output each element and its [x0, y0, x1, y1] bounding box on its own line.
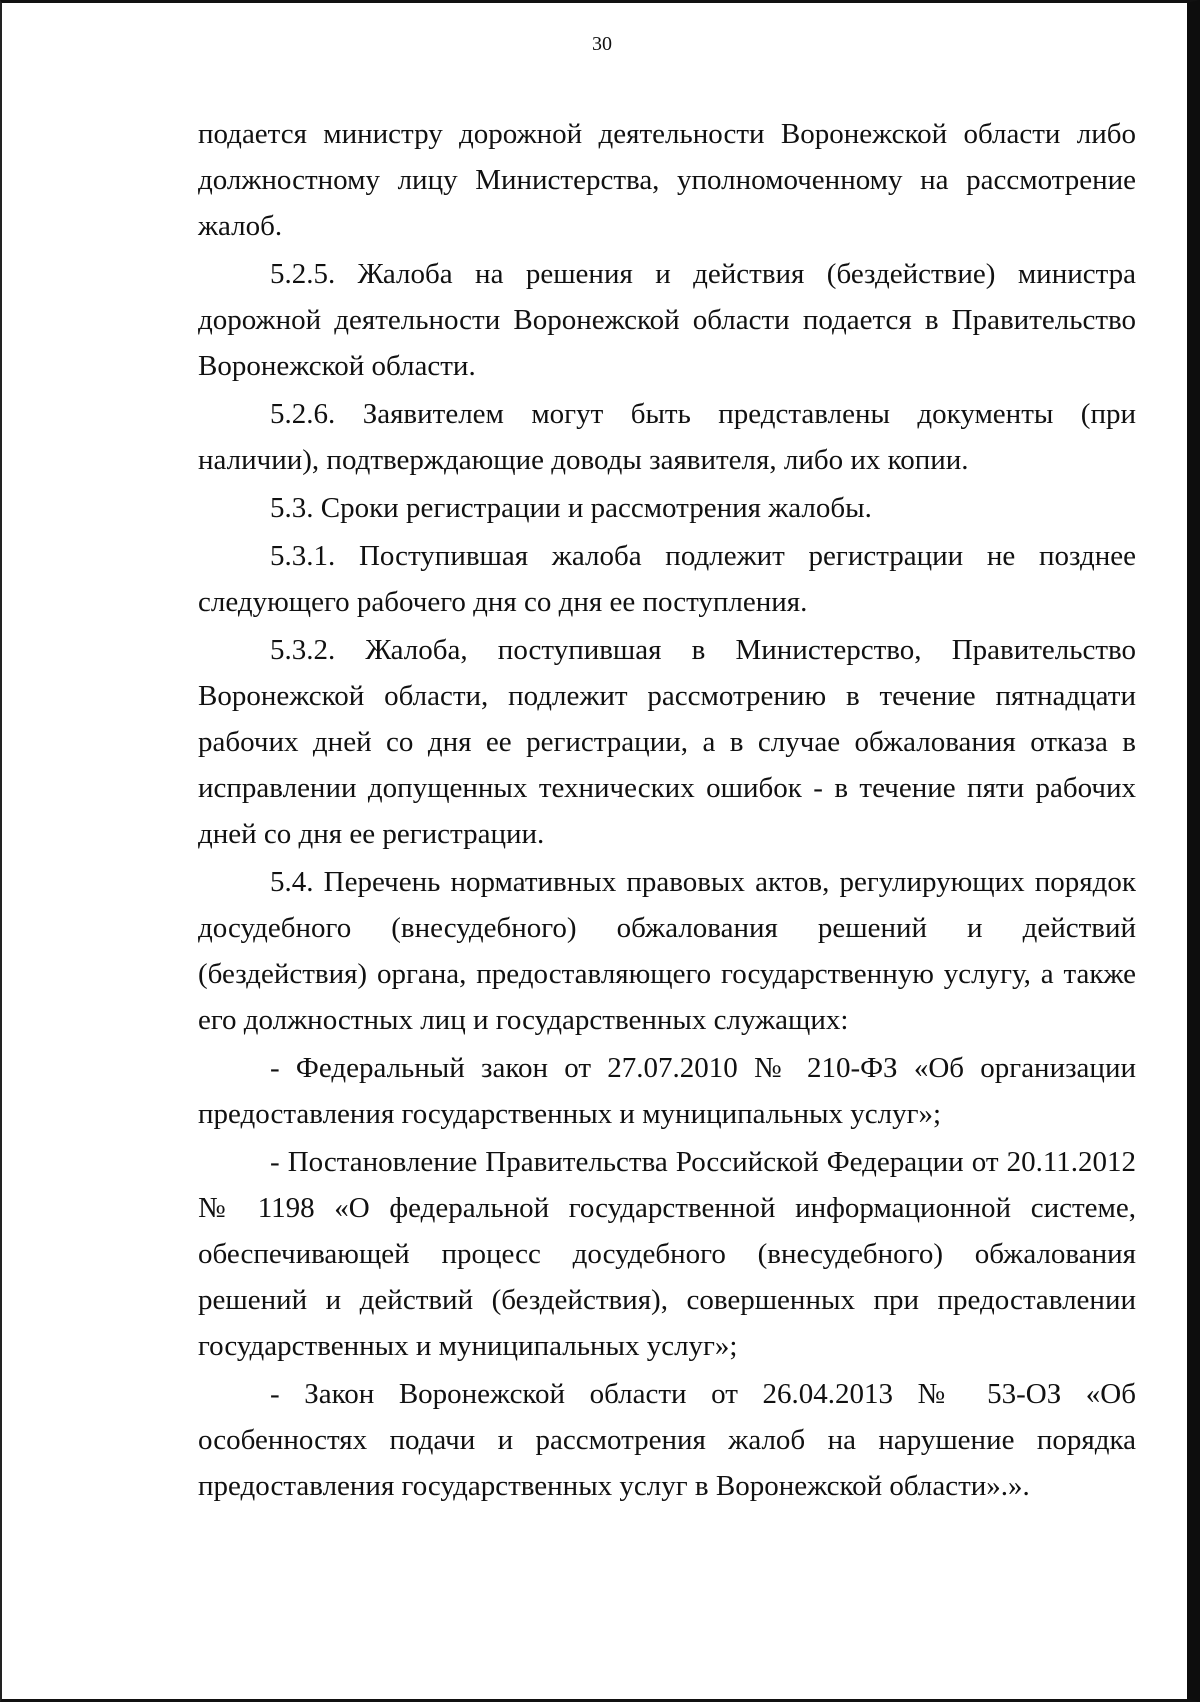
list-item-federal-law-210: - Федеральный закон от 27.07.2010 № 210-ФЗ «Об организации предоставления государственных и муниципальных услуг»; [198, 1052, 1136, 1130]
paragraph-5-2-5: 5.2.5. Жалоба на решения и действия (бездействие) министра дорожной деятельности Воронежской области подается в Правительство Воронежской области. [198, 258, 1136, 382]
paragraph-5-3-2: 5.3.2. Жалоба, поступившая в Министерство, Правительство Воронежской области, подлежит рассмотрению в течение пятнадцати рабочих дней со дня ее регистрации, а в случае обжалования отказа в исправлении допущенных технических ошибок - в течение пяти рабочих дней со дня ее регистрации. [198, 634, 1136, 850]
list-item-resolution-1198: - Постановление Правительства Российской Федерации от 20.11.2012 № 1198 «О федеральной государственной информационной системе, обеспечивающей процесс досудебного (внесудебного) обжалования решений и действий (бездействия), совершенных при предоставлении государственных и муниципальных услуг»; [198, 1146, 1136, 1362]
paragraph-5-4: 5.4. Перечень нормативных правовых актов, регулирующих порядок досудебного (внесудебного) обжалования решений и действий (бездействия) органа, предоставляющего государственную услугу, а также его должностных лиц и государственных служащих: [198, 866, 1136, 1036]
paragraph-5-3-1: 5.3.1. Поступившая жалоба подлежит регистрации не позднее следующего рабочего дня со дня ее поступления. [198, 540, 1136, 618]
document-body [198, 111, 1136, 1509]
paragraph-5-2-6: 5.2.6. Заявителем могут быть представлены документы (при наличии), подтверждающие доводы заявителя, либо их копии. [198, 398, 1136, 476]
paragraph-5-3: 5.3. Сроки регистрации и рассмотрения жалобы. [270, 492, 872, 524]
paragraph-continuation: подается министру дорожной деятельности Воронежской области либо должностному лицу Министерства, уполномоченному на рассмотрение жалоб. [198, 118, 1136, 242]
list-item-regional-law-53: - Закон Воронежской области от 26.04.2013 № 53-ОЗ «Об особенностях подачи и рассмотрения жалоб на нарушение порядка предоставления государственных услуг в Воронежской области».». [198, 1378, 1136, 1502]
page-number: 30 [592, 33, 612, 55]
